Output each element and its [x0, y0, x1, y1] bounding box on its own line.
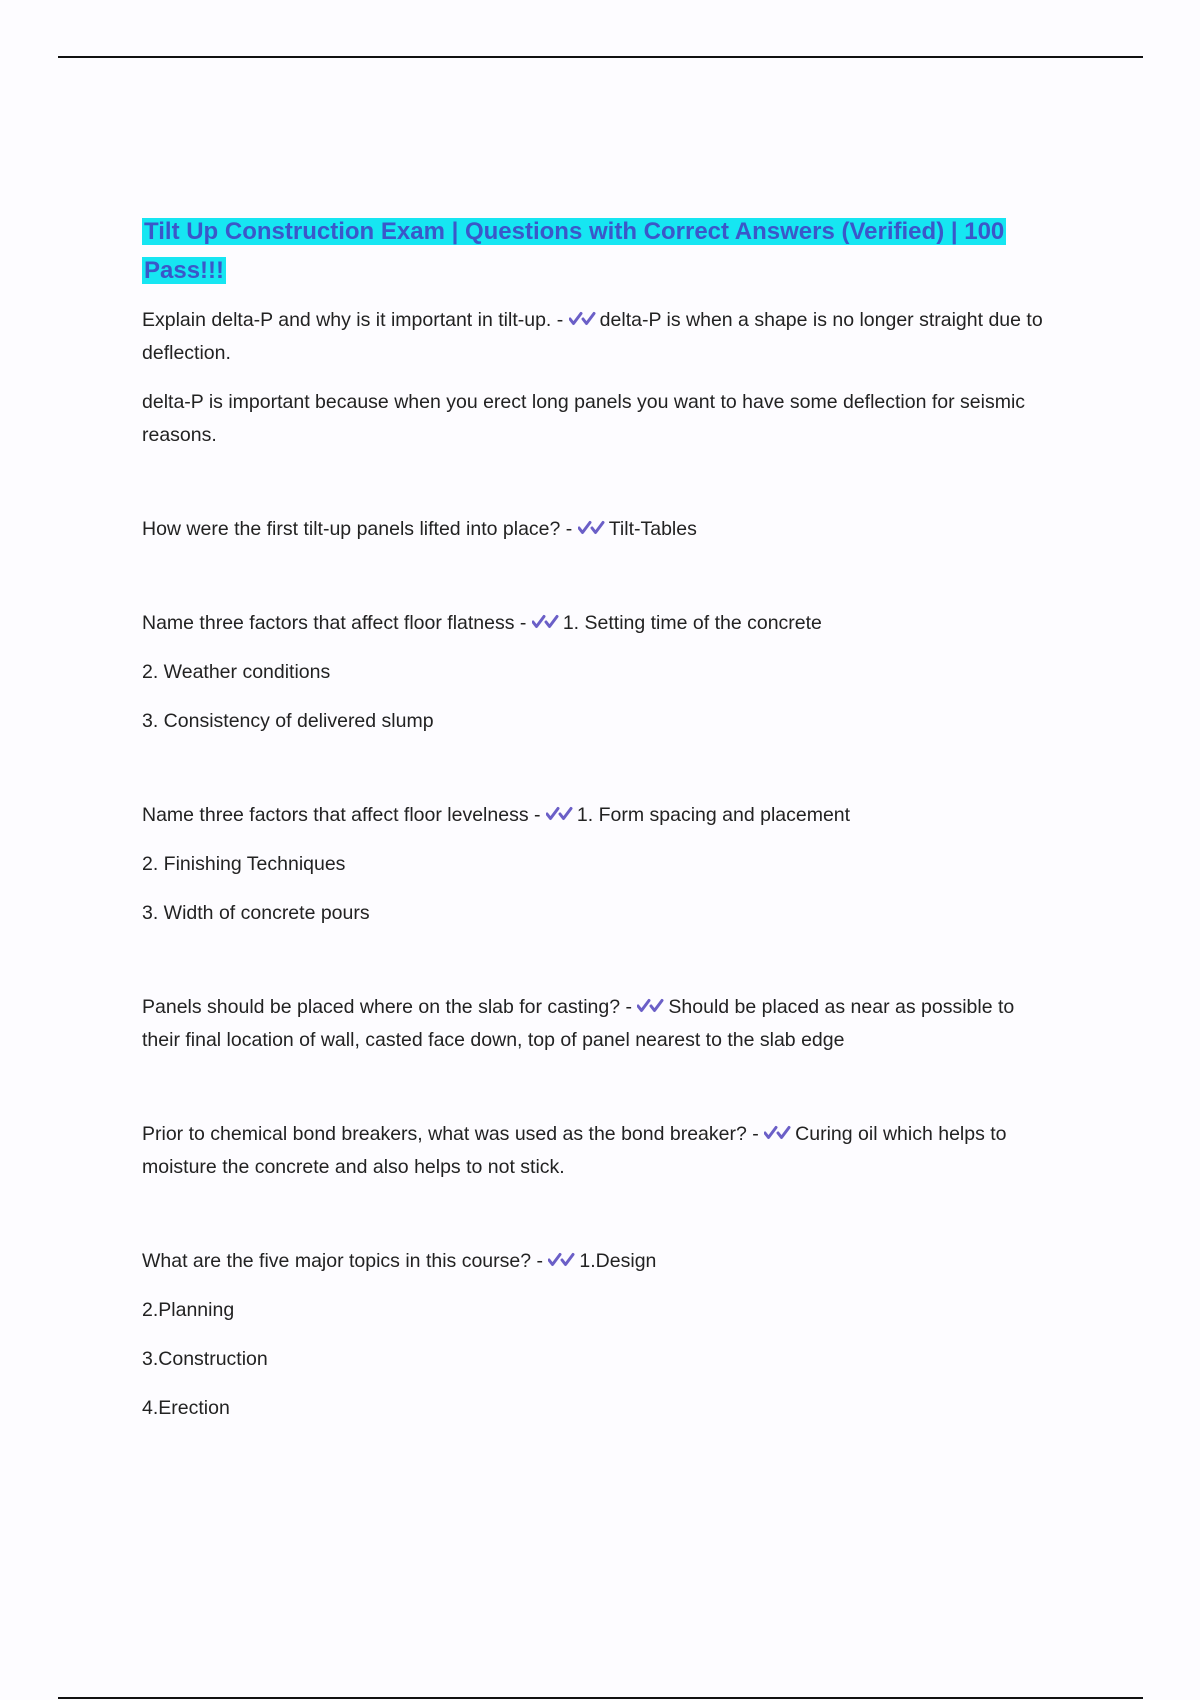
- answer-text: Tilt-Tables: [608, 518, 697, 540]
- question-text: How were the first tilt-up panels lifted into place? -: [142, 518, 573, 540]
- answer-continuation: 2. Finishing Techniques: [142, 853, 346, 875]
- header-rule: [58, 56, 1143, 58]
- question-text: Name three factors that affect floor levelness -: [142, 804, 541, 826]
- check-mark-icon: [546, 805, 573, 823]
- check-mark-icon: [548, 1251, 575, 1269]
- qa-item: [142, 1118, 1057, 1184]
- answer-text: Should be placed as near as possible to their final location of wall, casted face down, top of panel nearest to the slab edge: [142, 996, 1015, 1051]
- answer-continuation: 3. Consistency of delivered slump: [142, 710, 434, 732]
- question-text: Explain delta-P and why is it important in tilt-up. -: [142, 309, 564, 331]
- document-content: [142, 212, 1057, 1441]
- qa-item: [142, 1245, 1057, 1278]
- document-title: [142, 212, 1057, 290]
- document-title-text: Tilt Up Construction Exam | Questions with Correct Answers (Verified) | 100 Pass!!!: [144, 218, 1005, 284]
- qa-item: [142, 991, 1057, 1057]
- answer-text: 1. Setting time of the concrete: [562, 612, 822, 634]
- item-spacer: [142, 946, 1057, 991]
- answer-continuation: 3. Width of concrete pours: [142, 902, 370, 924]
- answer-continuation: 3.Construction: [142, 1348, 268, 1370]
- question-text: Name three factors that affect floor flatness -: [142, 612, 527, 634]
- item-spacer: [142, 562, 1057, 607]
- qa-list: [142, 304, 1057, 1425]
- answer-continuation: 2.Planning: [142, 1299, 235, 1321]
- qa-item: [142, 513, 1057, 546]
- question-text: Prior to chemical bond breakers, what was used as the bond breaker? -: [142, 1123, 759, 1145]
- item-spacer: [142, 468, 1057, 513]
- item-spacer: [142, 754, 1057, 799]
- check-mark-icon: [532, 613, 559, 631]
- qa-item: [142, 799, 1057, 832]
- footer-rule: [58, 1697, 1143, 1699]
- question-text: Panels should be placed where on the slab for casting? -: [142, 996, 632, 1018]
- answer-continuation: delta-P is important because when you erect long panels you want to have some deflection for seismic reasons.: [142, 391, 1026, 446]
- check-mark-icon: [637, 997, 664, 1015]
- answer-text: delta-P is when a shape is no longer straight due to deflection.: [142, 309, 1043, 364]
- qa-item: [142, 607, 1057, 640]
- qa-item: [142, 304, 1057, 370]
- answer-text: 1. Form spacing and placement: [576, 804, 851, 826]
- answer-text: 1.Design: [579, 1250, 657, 1272]
- answer-continuation: 4.Erection: [142, 1397, 230, 1419]
- answer-continuation: 2. Weather conditions: [142, 661, 331, 683]
- question-text: What are the five major topics in this course? -: [142, 1250, 543, 1272]
- item-spacer: [142, 1200, 1057, 1245]
- check-mark-icon: [578, 519, 605, 537]
- check-mark-icon: [764, 1124, 791, 1142]
- answer-text: Curing oil which helps to moisture the concrete and also helps to not stick.: [142, 1123, 1007, 1178]
- item-spacer: [142, 1073, 1057, 1118]
- check-mark-icon: [569, 310, 596, 328]
